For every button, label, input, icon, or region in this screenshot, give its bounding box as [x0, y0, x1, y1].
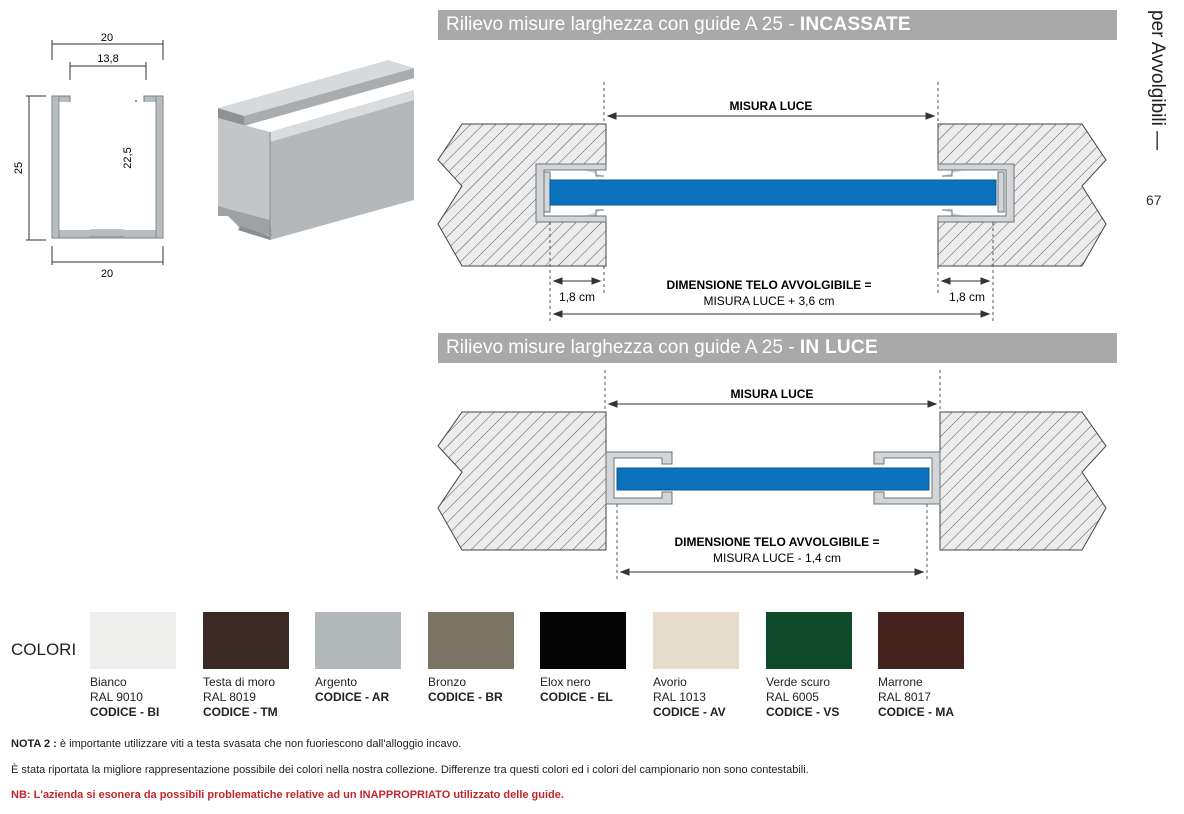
color-name: Verde scuro — [766, 675, 831, 689]
color-info — [203, 675, 278, 720]
profile-inner-height: 22,5 — [122, 147, 134, 169]
side-category-label — [1140, 10, 1174, 190]
nb-warning: NB: L'azienda si esonera da possibili problematiche relative ad un INAPPROPRIATO utilizzato delle guide. — [11, 789, 564, 801]
color-info — [766, 675, 839, 720]
section-title-bold: INCASSATE — [799, 14, 911, 35]
profile-3d-render — [210, 50, 420, 250]
profile-height: 25 — [13, 161, 25, 175]
left-offset-label: 1,8 cm — [558, 290, 596, 304]
profile-inner-width: 13,8 — [97, 53, 119, 65]
side-category-text: per Avvolgibili — — [1147, 10, 1168, 151]
color-ral: RAL 8019 — [203, 690, 256, 704]
diagram-incassate — [436, 44, 1116, 334]
color-code: CODICE - BR — [428, 690, 503, 704]
color-info — [428, 675, 503, 705]
color-code: CODICE - EL — [540, 690, 613, 704]
color-info — [90, 675, 159, 720]
color-name: Bronzo — [428, 675, 467, 689]
color-name: Marrone — [878, 675, 923, 689]
profile-bottom-width: 20 — [100, 268, 114, 280]
color-ral: RAL 8017 — [878, 690, 931, 704]
misura-luce-label: MISURA LUCE — [729, 99, 813, 113]
nota-2-text: è importante utilizzare viti a testa svasata che non fuoriescono dall'alloggio incavo. — [56, 738, 462, 750]
color-swatch — [203, 612, 289, 669]
dimension-formula: MISURA LUCE - 1,4 cm — [712, 551, 842, 565]
dimension-formula: MISURA LUCE + 3,6 cm — [703, 294, 835, 308]
color-code: CODICE - AR — [315, 690, 390, 704]
profile-top-width: 20 — [100, 32, 114, 44]
color-ral: RAL 6005 — [766, 690, 819, 704]
color-swatch — [653, 612, 739, 669]
page-number: 67 — [1146, 192, 1162, 208]
color-info — [878, 675, 954, 720]
color-swatch — [878, 612, 964, 669]
color-swatch — [90, 612, 176, 669]
color-swatch — [428, 612, 514, 669]
blind-slat — [617, 468, 929, 490]
color-disclaimer: È stata riportata la migliore rappresentazione possibile dei colori nella nostra collezione. Differenze tra questi colori ed i colori del campionario non sono contestabili. — [11, 764, 809, 776]
dimension-title: DIMENSIONE TELO AVVOLGIBILE = — [674, 535, 880, 549]
color-name: Testa di moro — [203, 675, 276, 689]
section-title-prefix: Rilievo misure larghezza con guide A 25 - — [446, 14, 800, 35]
section-title-prefix: Rilievo misure larghezza con guide A 25 - — [446, 337, 800, 358]
wall-left — [438, 412, 606, 550]
color-info — [653, 675, 726, 720]
profile-section-drawing — [0, 0, 190, 290]
color-code: CODICE - BI — [90, 705, 160, 719]
section-header-incassate — [438, 10, 1117, 40]
color-name: Elox nero — [540, 675, 591, 689]
color-code: CODICE - VS — [766, 705, 840, 719]
misura-luce-label: MISURA LUCE — [730, 387, 814, 401]
color-code: CODICE - MA — [878, 705, 954, 719]
section-title-bold: IN LUCE — [799, 337, 878, 358]
color-info — [540, 675, 613, 705]
dimension-title: DIMENSIONE TELO AVVOLGIBILE = — [666, 278, 872, 292]
color-ral: RAL 9010 — [90, 690, 143, 704]
wall-right — [940, 412, 1106, 550]
color-name: Argento — [315, 675, 358, 689]
color-swatch — [315, 612, 401, 669]
color-info — [315, 675, 389, 705]
color-code: CODICE - TM — [203, 705, 278, 719]
color-ral: RAL 1013 — [653, 690, 706, 704]
right-offset-label: 1,8 cm — [948, 290, 986, 304]
section-header-in-luce — [438, 333, 1117, 363]
nota-2 — [11, 738, 461, 750]
colors-title: COLORI — [11, 640, 77, 659]
color-name: Avorio — [653, 675, 687, 689]
color-swatch — [540, 612, 626, 669]
blind-slat — [550, 180, 996, 205]
color-code: CODICE - AV — [653, 705, 726, 719]
nota-2-label: NOTA 2 : — [11, 738, 57, 750]
diagram-in-luce — [436, 368, 1116, 598]
color-swatch — [766, 612, 852, 669]
color-name: Bianco — [90, 675, 127, 689]
